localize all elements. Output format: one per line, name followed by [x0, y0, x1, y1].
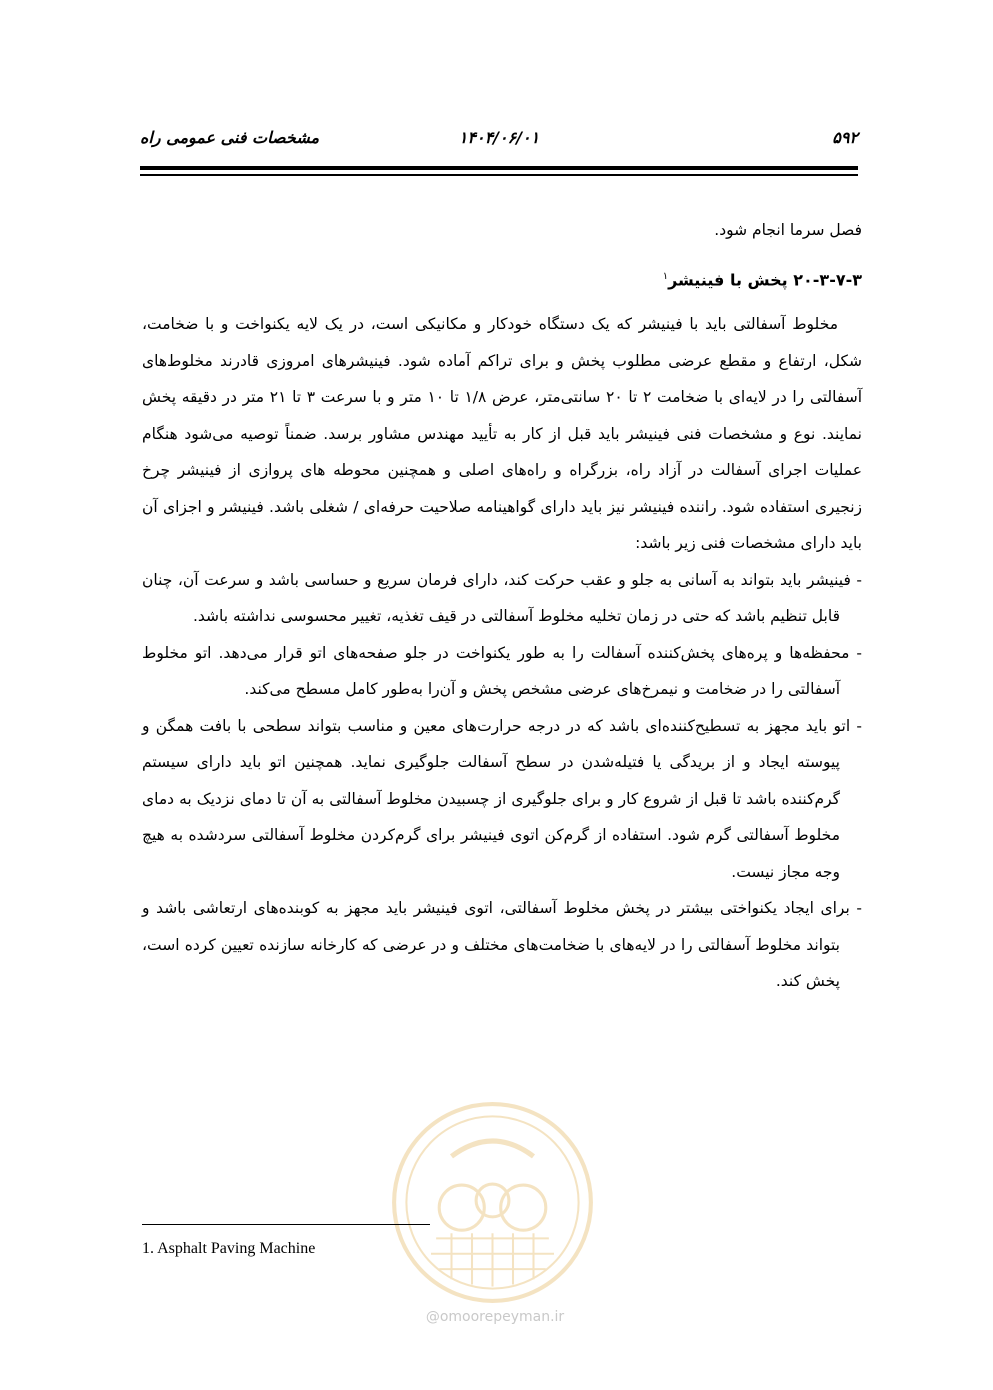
bullet-item: - محفظه‌ها و پره‌های پخش‌کننده آسفالت را به طور یکنواخت در جلو صفحه‌های اتو قرار می‌دهد. اتو مخلوط آسفالتی را در ضخامت و نیمرخ‌های عرضی مشخص پخش و آن‌را به‌طور کامل مسطح می‌کند.	[142, 643, 862, 699]
header-rule-thick	[140, 166, 858, 170]
watermark-text: @omoorepeyman.ir	[425, 1309, 565, 1325]
running-header	[140, 128, 858, 158]
section-heading	[142, 259, 862, 299]
footnote-mark: ۱	[662, 270, 669, 282]
footnote-rule	[142, 1224, 430, 1225]
bullet-item: - برای ایجاد یکنواختی بیشتر در پخش مخلوط آسفالتی، اتوی فینیشر باید مجهز به کوبنده‌های ارتعاشی باشد و بتواند مخلوط آسفالتی را در لایه‌های با ضخامت‌های مختلف و در عرضی که کارخانه سازنده تعیین کرده است، پخش کند.	[142, 899, 862, 991]
header-rule-thin	[140, 174, 858, 176]
document-title: مشخصات فنی عمومی راه	[140, 128, 320, 147]
intro-line: فصل سرما انجام شود.	[714, 221, 862, 239]
section-heading-text: ۲۰-۳-۷-۳ پخش با فینیشر	[668, 269, 862, 289]
bullet-item: - اتو باید مجهز به تسطیح‌کننده‌ای باشد که در درجه حرارت‌های معین و مناسب بتواند سطحی با بافت همگن و پیوسته ایجاد و از بریدگی یا فتیله‌شدن در سطح آسفالت جلوگیری نماید. همچنین اتو باید دارای سیستم گرم‌کننده باشد تا قبل از شروع کار و برای جلوگیری از چسبیدن مخلوط آسفالتی به آن تا دمای نزدیک به دمای مخلوط آسفالتی گرم شود. استفاده از گرم‌کن اتوی فینیشر برای گرم‌کردن مخلوط آسفالتی سردشده به هیچ وجه مجاز نیست.	[142, 716, 862, 881]
watermark-logo-icon	[390, 1100, 595, 1305]
body-text	[142, 212, 862, 1000]
footnote: 1. Asphalt Paving Machine	[142, 1240, 316, 1257]
bullet-item: - فینیشر باید بتواند به آسانی به جلو و عقب حرکت کند، دارای فرمان سریع و حساسی باشد و سرعت آن، چنان قابل تنظیم باشد که حتی در زمان تخلیه مخلوط آسفالتی در قیف تغذیه، تغییر محسوسی نداشته باشد.	[142, 570, 862, 626]
header-date: ۱۴۰۴/۰۶/۰۱	[458, 128, 540, 147]
page-number: ۵۹۲	[832, 128, 858, 147]
main-paragraph: مخلوط آسفالتی باید با فینیشر که یک دستگاه خودکار و مکانیکی است، در یک لایه یکنواخت و با ضخامت، شکل، ارتفاع و مقطع عرضی مطلوب پخش و برای تراکم آماده شود. فینیشرهای امروزی قادرند مخلوط‌های آسفالتی را در لایه‌ای با ضخامت ۲ تا ۲۰ سانتی‌متر، عرض ۱/۸ تا ۱۰ متر و با سرعت ۳ تا ۲۱ متر در دقیقه پخش نمایند. نوع و مشخصات فنی فینیشر باید قبل از کار به تأیید مهندس مشاور برسد. ضمناً توصیه می‌شود هنگام عملیات اجرای آسفالت در آزاد راه، بزرگراه و راه‌های اصلی و همچنین محوطه های پروازی از فینیشر چرخ زنجیری استفاده شود. راننده فینیشر نیز باید دارای گواهینامه صلاحیت حرفه‌ای / شغلی باشد. فینیشر و اجزای آن باید دارای مشخصات فنی زیر باشد:	[142, 315, 863, 553]
